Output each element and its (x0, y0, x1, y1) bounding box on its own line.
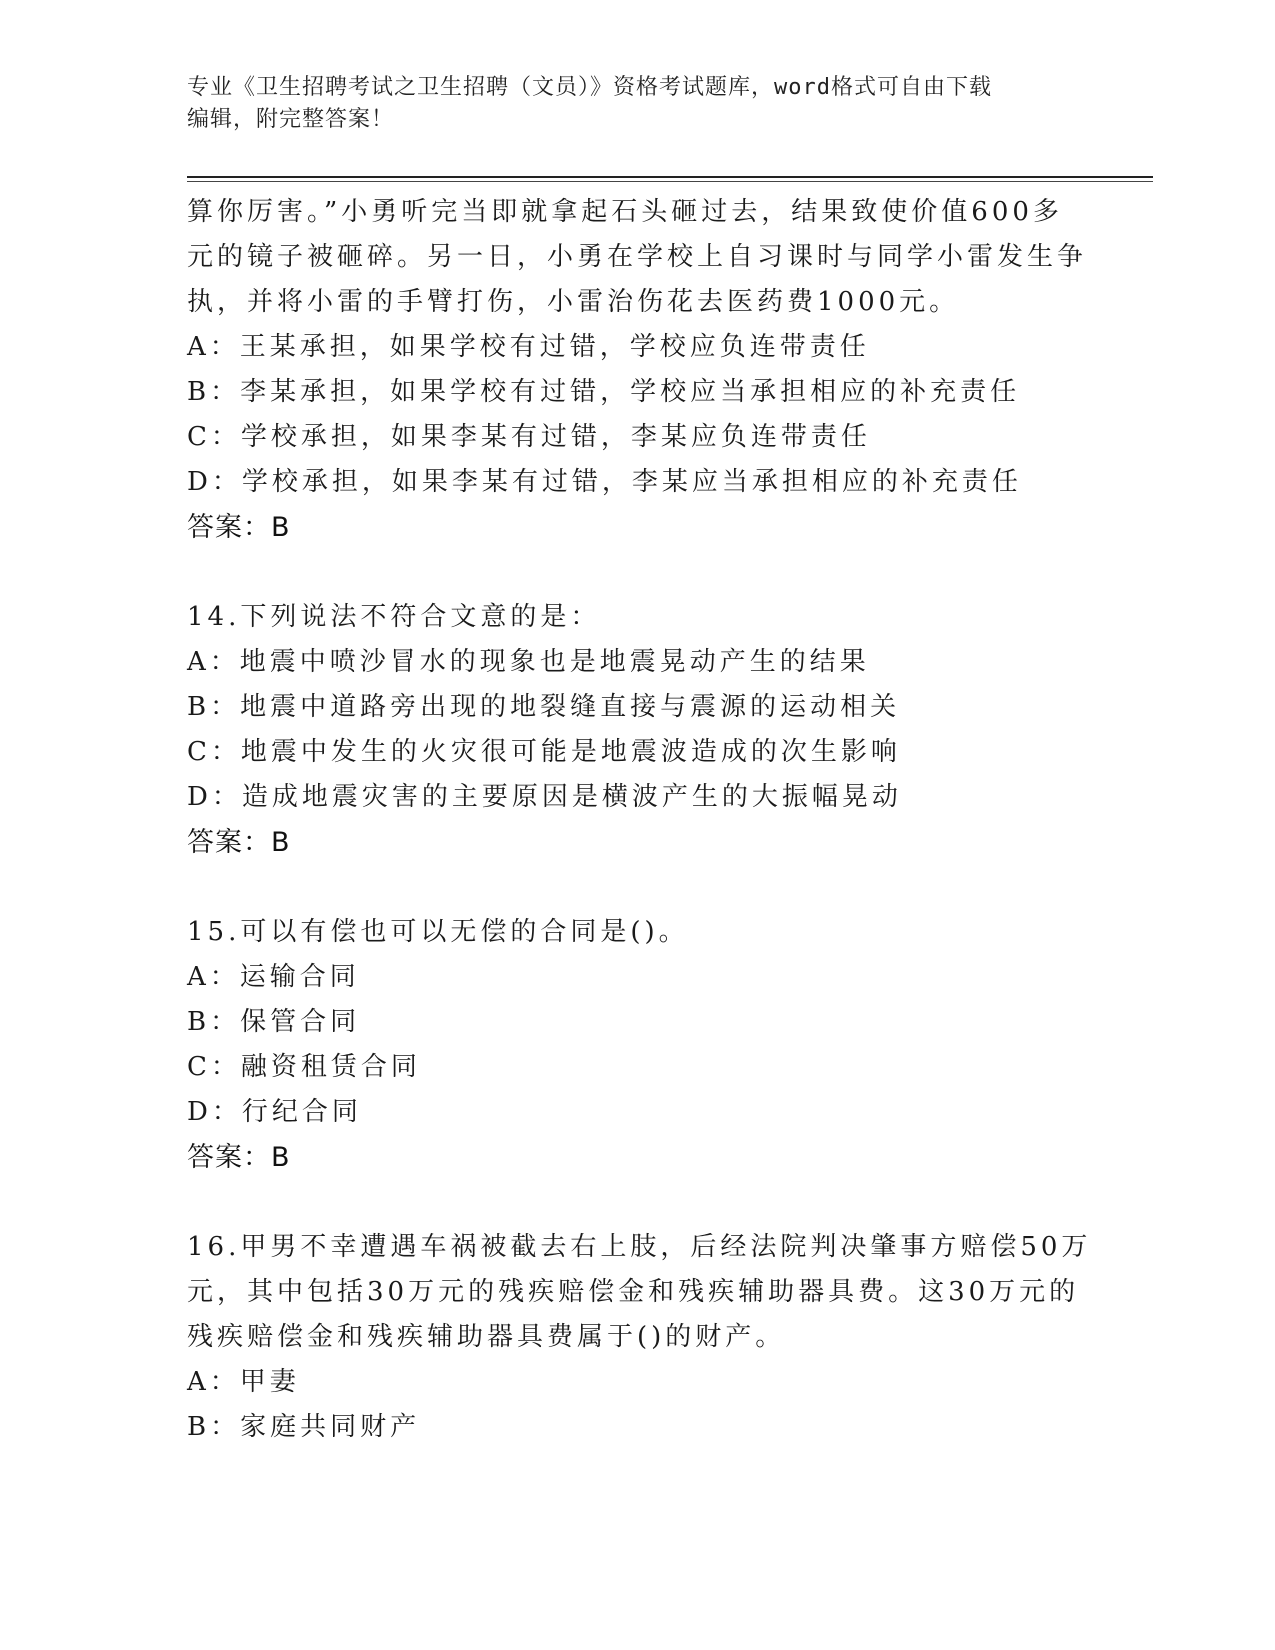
question-14 (187, 595, 1067, 865)
spacer (187, 550, 1067, 595)
option-b: B：家庭共同财产 (187, 1412, 421, 1442)
option-c: C：融资租赁合同 (187, 1052, 421, 1082)
question-13-continued (187, 190, 1088, 550)
question-text: 15.可以有偿也可以无偿的合同是()。 (187, 917, 689, 947)
question-text-line: 元的镜子被砸碎。另一日，小勇在学校上自习课时与同学小雷发生争 (187, 242, 1088, 272)
option-a: A：甲妻 (187, 1367, 300, 1397)
header-divider-thick (187, 176, 1153, 178)
option-b: B：李某承担，如果学校有过错，学校应当承担相应的补充责任 (187, 377, 1021, 407)
question-text-line: 16.甲男不幸遭遇车祸被截去右上肢，后经法院判决肇事方赔偿50万 (187, 1232, 1092, 1262)
header-divider-thin (187, 181, 1153, 182)
option-c: C：学校承担，如果李某有过错，李某应负连带责任 (187, 422, 871, 452)
spacer (187, 865, 1067, 910)
question-text-line: 元，其中包括30万元的残疾赔偿金和残疾辅助器具费。这30万元的 (187, 1277, 1080, 1307)
question-text: 14.下列说法不符合文意的是： (187, 602, 601, 632)
question-16 (187, 1225, 1092, 1450)
option-b: B：保管合同 (187, 1007, 361, 1037)
option-c: C：地震中发生的火灾很可能是地震波造成的次生影响 (187, 737, 901, 767)
document-header (187, 72, 1067, 136)
option-d: D：造成地震灾害的主要原因是横波产生的大振幅晃动 (187, 782, 902, 812)
option-d: D：行纪合同 (187, 1097, 362, 1127)
question-text-line: 算你厉害。”小勇听完当即就拿起石头砸过去，结果致使价值600多 (187, 197, 1063, 227)
option-a: A：地震中喷沙冒水的现象也是地震晃动产生的结果 (187, 647, 870, 677)
answer-label: 答案：B (187, 512, 291, 543)
header-line-1: 专业《卫生招聘考试之卫生招聘（文员）》资格考试题库，word格式可自由下载 (187, 75, 992, 100)
answer-label: 答案：B (187, 1142, 291, 1173)
option-a: A：运输合同 (187, 962, 360, 992)
question-text-line: 执，并将小雷的手臂打伤，小雷治伤花去医药费1000元。 (187, 287, 960, 317)
question-15 (187, 910, 1067, 1180)
option-b: B：地震中道路旁出现的地裂缝直接与震源的运动相关 (187, 692, 901, 722)
answer-label: 答案：B (187, 827, 291, 858)
header-line-2: 编辑，附完整答案！ (187, 107, 395, 132)
question-text-line: 残疾赔偿金和残疾辅助器具费属于()的财产。 (187, 1322, 786, 1352)
spacer (187, 1180, 1067, 1225)
question-list (187, 190, 1092, 1450)
option-d: D：学校承担，如果李某有过错，李某应当承担相应的补充责任 (187, 467, 1022, 497)
option-a: A：王某承担，如果学校有过错，学校应负连带责任 (187, 332, 870, 362)
